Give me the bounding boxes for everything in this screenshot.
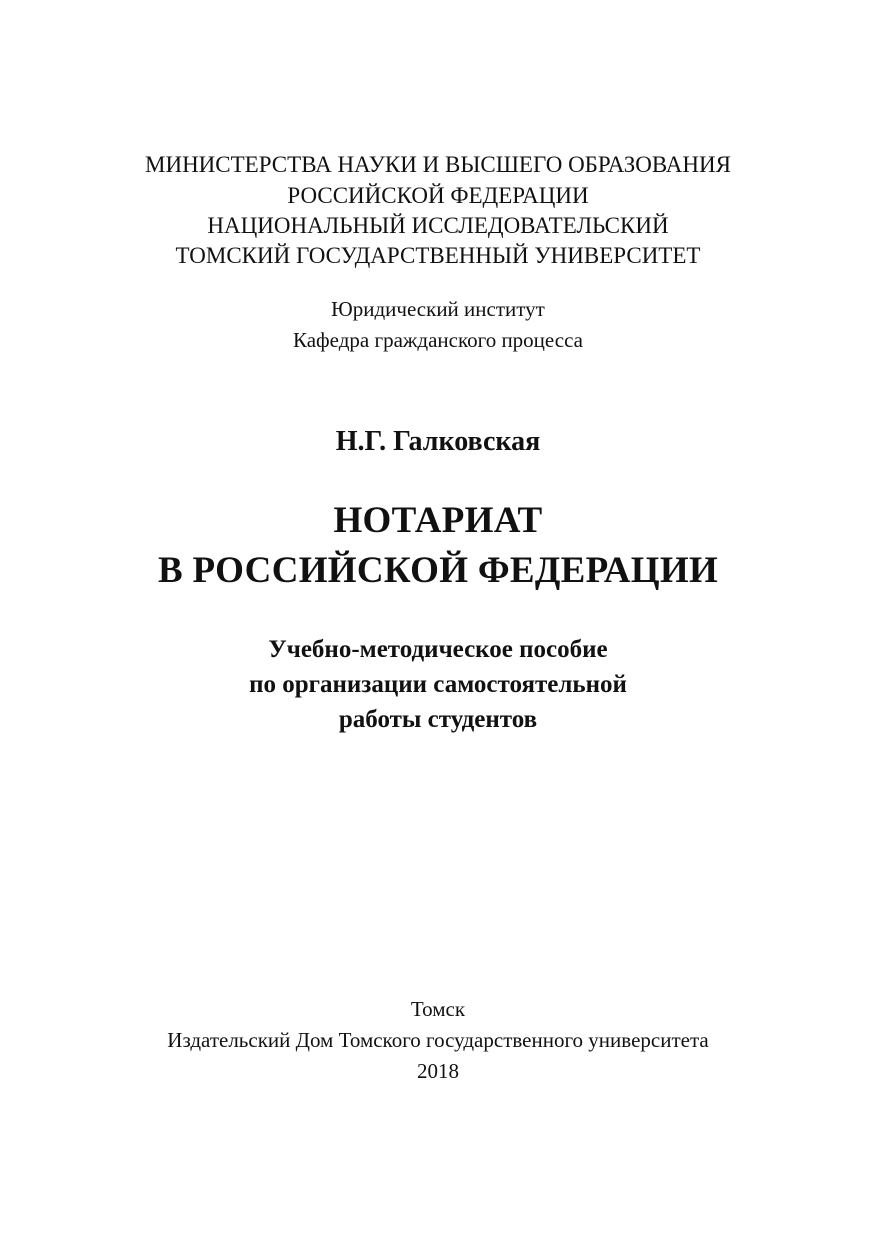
book-title-line-2: В РОССИЙСКОЙ ФЕДЕРАЦИИ	[157, 550, 719, 591]
book-title-line-1: НОТАРИАТ	[333, 500, 543, 541]
imprint-publisher: Издательский Дом Томского государственного университета	[167, 1028, 709, 1052]
ministry-line-1: МИНИСТЕРСТВА НАУКИ И ВЫСШЕГО ОБРАЗОВАНИЯ	[145, 152, 731, 177]
institute-name: Юридический институт	[331, 297, 545, 321]
subtitle-line-2: по организации самостоятельной	[249, 671, 627, 698]
imprint-year: 2018	[417, 1059, 459, 1083]
imprint-city: Томск	[410, 997, 466, 1021]
ministry-line-4: ТОМСКИЙ ГОСУДАРСТВЕННЫЙ УНИВЕРСИТЕТ	[175, 243, 701, 268]
subtitle-line-1: Учебно-методическое пособие	[268, 636, 608, 663]
subtitle-line-3: работы студентов	[338, 706, 538, 733]
author-name: Н.Г. Галковская	[335, 426, 541, 457]
department-name: Кафедра гражданского процесса	[293, 328, 583, 352]
ministry-line-2: РОССИЙСКОЙ ФЕДЕРАЦИИ	[287, 183, 589, 208]
ministry-line-3: НАЦИОНАЛЬНЫЙ ИССЛЕДОВАТЕЛЬСКИЙ	[207, 213, 669, 238]
